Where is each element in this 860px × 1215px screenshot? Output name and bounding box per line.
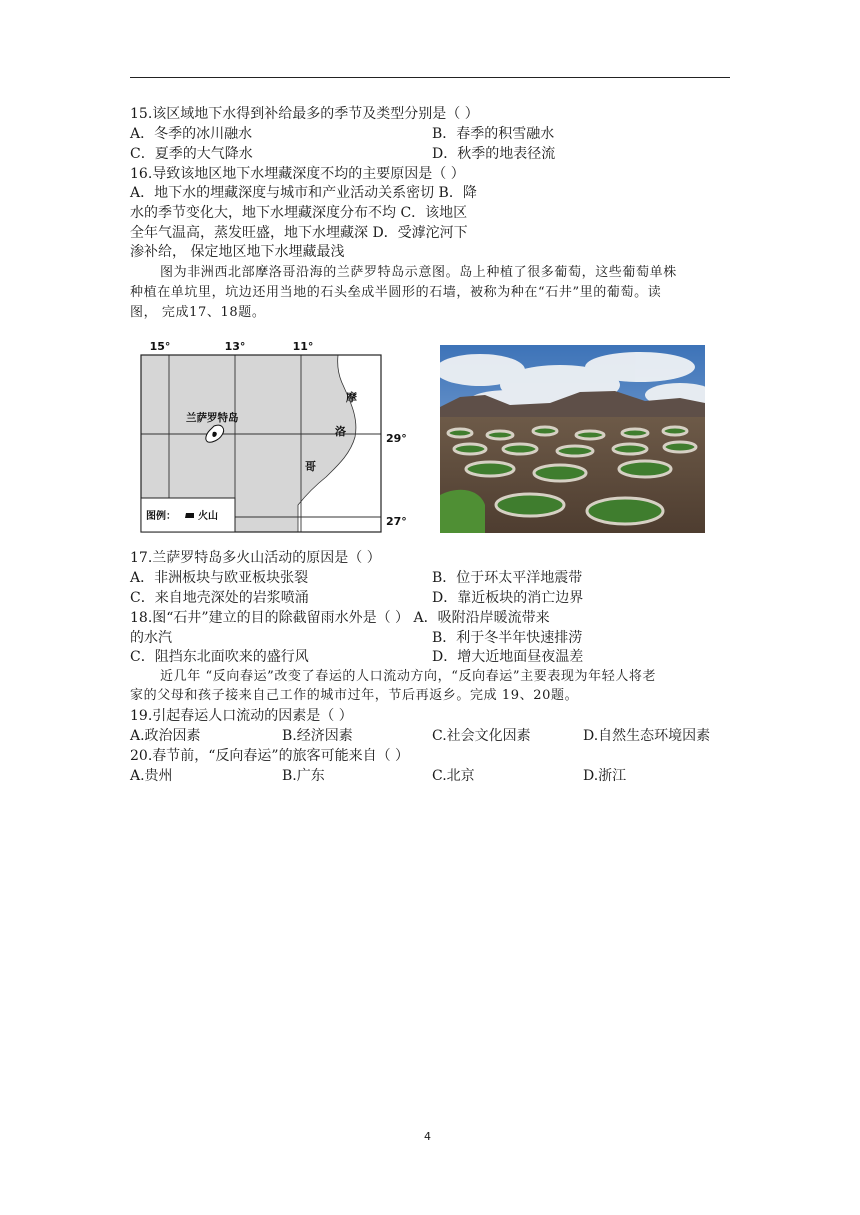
q17-option-b: B．位于环太平洋地震带 [432, 570, 583, 586]
map-country-char-2: 洛 [335, 425, 346, 438]
q15-option-c: C．夏季的大气降水 [130, 146, 253, 162]
map-lon-11: 11° [292, 340, 314, 353]
q15-option-b: B．春季的积雪融水 [432, 126, 555, 142]
q18-option-a-continued: 的水汽 [130, 630, 172, 646]
q20-option-b: B.广东 [282, 768, 325, 784]
intro-17-18-line-3: 图， 完成17、18题。 [130, 305, 266, 320]
map-lon-13: 13° [224, 340, 246, 353]
q18-option-b: B．利于冬半年快速排涝 [432, 630, 583, 646]
legend-title: 图例： [146, 511, 176, 522]
q17-option-a: A．非洲板块与欧亚板块张裂 [130, 570, 309, 586]
q20-option-d: D.浙江 [583, 768, 627, 784]
stone-well-vineyard-photo [440, 345, 705, 533]
page-number: 4 [424, 1130, 431, 1143]
intro-17-18-line-2: 种植在单坑里，坑边还用当地的石头垒成半圆形的石墙，被称为种在“石井”里的葡萄。读 [130, 285, 662, 300]
map-lon-15: 15° [149, 340, 171, 353]
q16-options-line-4: 渗补给， 保定地区地下水埋藏最浅 [130, 244, 345, 260]
map-lat-29: 29° [386, 432, 407, 445]
intro-19-20-line-2: 家的父母和孩子接来自己工作的城市过年，节后再返乡。完成 19、20题。 [130, 688, 579, 703]
q20-option-a: A.贵州 [130, 768, 173, 784]
q19-option-a: A.政治因素 [130, 728, 201, 744]
map-country-char-1: 摩 [346, 391, 357, 404]
lanzarote-map [138, 337, 412, 537]
map-country-char-3: 哥 [305, 460, 316, 473]
map-lat-27: 27° [386, 515, 407, 528]
q17-option-c: C．来自地壳深处的岩浆喷涌 [130, 590, 309, 606]
q18-option-d: D．增大近地面昼夜温差 [432, 649, 584, 665]
q16-options-line-3: 全年气温高，蒸发旺盛，地下水埋藏深 D．受滹沱河下 [130, 225, 468, 241]
q19-option-c: C.社会文化因素 [432, 728, 531, 744]
header-rule [130, 77, 730, 78]
q20-option-c: C.北京 [432, 768, 475, 784]
q18-option-c: C．阻挡东北面吹来的盛行风 [130, 649, 309, 665]
q15-option-d: D．秋季的地表径流 [432, 146, 556, 162]
q17-stem: 17.兰萨罗特岛多火山活动的原因是（ ） [130, 550, 381, 566]
q19-option-d: D.自然生态环境因素 [583, 728, 711, 744]
q15-option-a: A．冬季的冰川融水 [130, 126, 253, 142]
q19-option-b: B.经济因素 [282, 728, 353, 744]
q18-stem: 18.图“石井”建立的目的除截留雨水外是（ ） A．吸附沿岸暖流带来 [130, 610, 550, 626]
legend-label-volcano: 火山 [198, 511, 218, 522]
map-island-label: 兰萨罗特岛 [186, 412, 239, 424]
q20-stem: 20.春节前，“反向春运”的旅客可能来自（ ） [130, 748, 410, 764]
intro-19-20-line-1: 近几年 “反向春运”改变了春运的人口流动方向，“反向春运”主要表现为年轻人将老 [160, 669, 657, 684]
q15-stem: 15.该区域地下水得到补给最多的季节及类型分别是（ ） [130, 106, 479, 122]
q16-options-line-2: 水的季节变化大，地下水埋藏深度分布不均 C．该地区 [130, 205, 468, 221]
q16-stem: 16.导致该地区地下水埋藏深度不均的主要原因是（ ） [130, 166, 465, 182]
q17-option-d: D．靠近板块的消亡边界 [432, 590, 584, 606]
legend-volcano-icon [185, 513, 194, 518]
q16-options-line-1: A．地下水的埋藏深度与城市和产业活动关系密切 B．降 [130, 185, 477, 201]
q19-stem: 19.引起春运人口流动的因素是（ ） [130, 708, 353, 724]
intro-17-18-line-1: 图为非洲西北部摩洛哥沿海的兰萨罗特岛示意图。岛上种植了很多葡萄，这些葡萄单株 [160, 265, 677, 280]
